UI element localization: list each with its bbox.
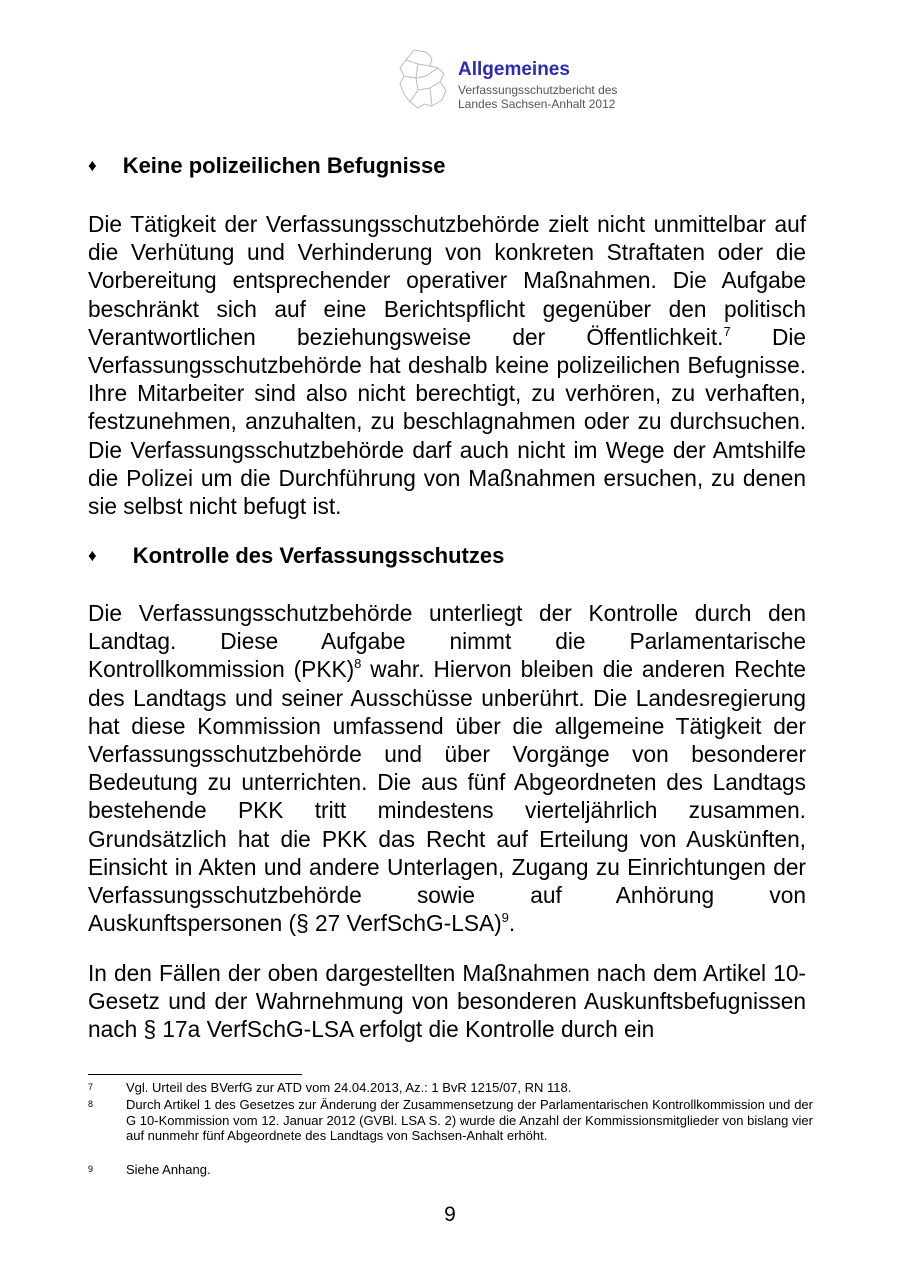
paragraph-text: Die Verfassungsschutzbehörde unterliegt der Kontrolle durch den Landtag. Diese Aufgabe nimmt die Parlamentarische Kontrollkommission (PKK): [88, 600, 806, 683]
diamond-bullet-icon: ♦: [88, 156, 97, 175]
footnote-text: Siehe Anhang.: [126, 1162, 211, 1177]
paragraph-text: wahr. Hiervon bleiben die anderen Rechte des Landtags und seiner Ausschüsse unberührt. Die Landesregierung hat diese Kommission umfassend über die allgemeine Tätigkeit der Verfassungsschutzbehörde und über Vorgänge von besonderer Bedeutung zu unterrichten. Die aus fünf Abgeordneten des Landtags bestehende PKK tritt mindestens vierteljährlich zusammen. Grundsätzlich hat die PKK das Recht auf Erteilung von Auskünften, Einsicht in Akten und andere Unterlagen, Zugang zu Einrichtungen der Verfassungsschutzbehörde sowie auf Anhörung von Auskunftspersonen (§ 27 VerfSchG-LSA): [88, 656, 806, 937]
page-number: 9: [444, 1203, 456, 1226]
paragraph-text: Die Verfassungsschutzbehörde hat deshalb keine polizeilichen Befugnisse. Ihre Mitarbeiter sind also nicht berechtigt, zu verhören, zu verhaften, festzunehmen, anzuhalten, zu beschlagnahmen oder zu durchsuchen. Die Verfassungsschutzbehörde darf auch nicht im Wege der Amtshilfe die Polizei um die Durchführung von Maßnahmen ersuchen, zu denen sie selbst nicht befugt ist.: [88, 323, 806, 520]
footnote-ref: 8: [354, 656, 362, 672]
saxony-anhalt-map-icon: [396, 48, 456, 110]
paragraph-text: In den Fällen der oben dargestellten Maßnahmen nach dem Artikel 10-Gesetz und der Wahrnehmung von besonderen Auskunftsbefugnissen nach § 17a VerfSchG-LSA erfolgt die Kontrolle durch ein: [88, 960, 806, 1043]
header-title: Allgemeines: [458, 59, 570, 80]
section-heading-text: Kontrolle des Verfassungsschutzes: [132, 543, 505, 568]
diamond-bullet-icon: ♦: [88, 546, 97, 565]
paragraph-befugnisse: [88, 210, 806, 520]
paragraph-text: Die Tätigkeit der Verfassungsschutzbehörde zielt nicht unmittelbar auf die Verhütung und Verhinderung von konkreten Straftaten oder die Vorbereitung entsprechender operativer Maßnahmen. Die Aufgabe beschränkt sich auf eine Berichtspflicht gegenüber den politisch Verantwortlichen beziehungsweise der Öffentlichkeit.: [88, 211, 806, 350]
paragraph-artikel10: [88, 959, 806, 1044]
footnote-8: [88, 1097, 813, 1144]
footnote-text: Vgl. Urteil des BVerfG zur ATD vom 24.04.2013, Az.: 1 BvR 1215/07, RN 118.: [126, 1080, 572, 1095]
header-subtitle: [458, 83, 617, 111]
section-heading-kontrolle: [88, 543, 504, 569]
paragraph-kontrolle: [88, 599, 806, 937]
section-heading-befugnisse: [88, 153, 445, 179]
footnote-text: Durch Artikel 1 des Gesetzes zur Änderung der Zusammensetzung der Parlamentarischen Kontrollkommission und der G 10-Kommission vom 12. Januar 2012 (GVBl. LSA S. 2) wurde die Anzahl der Kommissionsmitglieder von bislang vier auf nunmehr fünf Abgeordnete des Landtags von Sachsen-Anhalt erhöht.: [126, 1097, 813, 1143]
header-subtitle-line1: Verfassungsschutzbericht des: [458, 83, 618, 97]
paragraph-text: .: [508, 910, 516, 937]
section-heading-text: Keine polizeilichen Befugnisse: [122, 153, 446, 178]
footnote-separator: [88, 1074, 302, 1075]
page-header: [396, 44, 696, 114]
footnote-number: 8: [88, 1099, 94, 1109]
footnote-number: 9: [88, 1164, 94, 1174]
footnote-7: [88, 1080, 813, 1096]
footnote-ref: 7: [723, 323, 731, 339]
footnote-ref: 9: [501, 910, 509, 926]
header-subtitle-line2: Landes Sachsen-Anhalt 2012: [458, 97, 616, 111]
footnote-9: [88, 1162, 813, 1178]
footnote-number: 7: [88, 1082, 94, 1092]
